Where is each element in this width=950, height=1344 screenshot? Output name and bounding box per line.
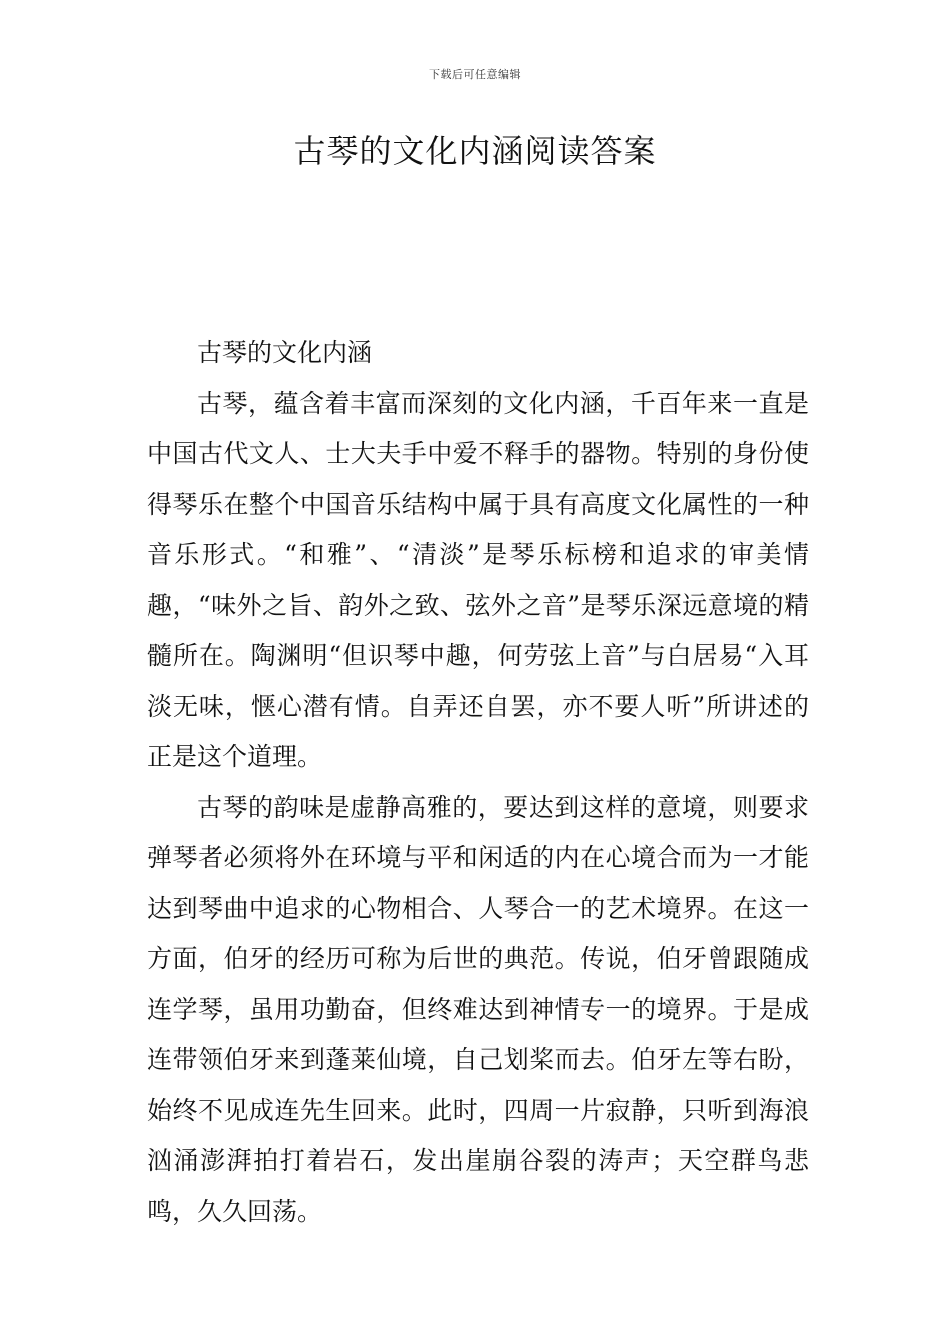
paragraph-1: 古琴，蕴含着丰富而深刻的文化内涵，千百年来一直是中国古代文人、士大夫手中爱不释手的器物。特别的身份使得琴乐在整个中国音乐结构中属于具有高度文化属性的一种音乐形式。“和雅”、“清淡”是琴乐标榜和追求的审美情趣，“味外之旨、韵外之致、弦外之音”是琴乐深远意境的精髓所在。陶渊明“但识琴中趣，何劳弦上音”与白居易“入耳淡无味，惬心潜有情。自弄还自罢，亦不要人听”所讲述的正是这个道理。	[147, 388, 809, 771]
document-title: 古琴的文化内涵阅读答案	[293, 132, 657, 170]
page-header-note: 下载后可任意编辑	[429, 68, 521, 81]
paragraph-2: 古琴的韵味是虚静高雅的，要达到这样的意境，则要求弹琴者必须将外在环境与平和闲适的内在心境合而为一才能达到琴曲中追求的心物相合、人琴合一的艺术境界。在这一方面，伯牙的经历可称为后世的典范。传说，伯牙曾跟随成连学琴，虽用功勤奋，但终难达到神情专一的境界。于是成连带领伯牙来到蓬莱仙境，自己划桨而去。伯牙左等右盼，始终不见成连先生回来。此时，四周一片寂静，只听到海浪汹涌澎湃拍打着岩石，发出崖崩谷裂的涛声；天空群鸟悲鸣，久久回荡。	[147, 792, 809, 1226]
section-heading: 古琴的文化内涵	[197, 338, 373, 367]
document-body	[147, 328, 809, 1237]
